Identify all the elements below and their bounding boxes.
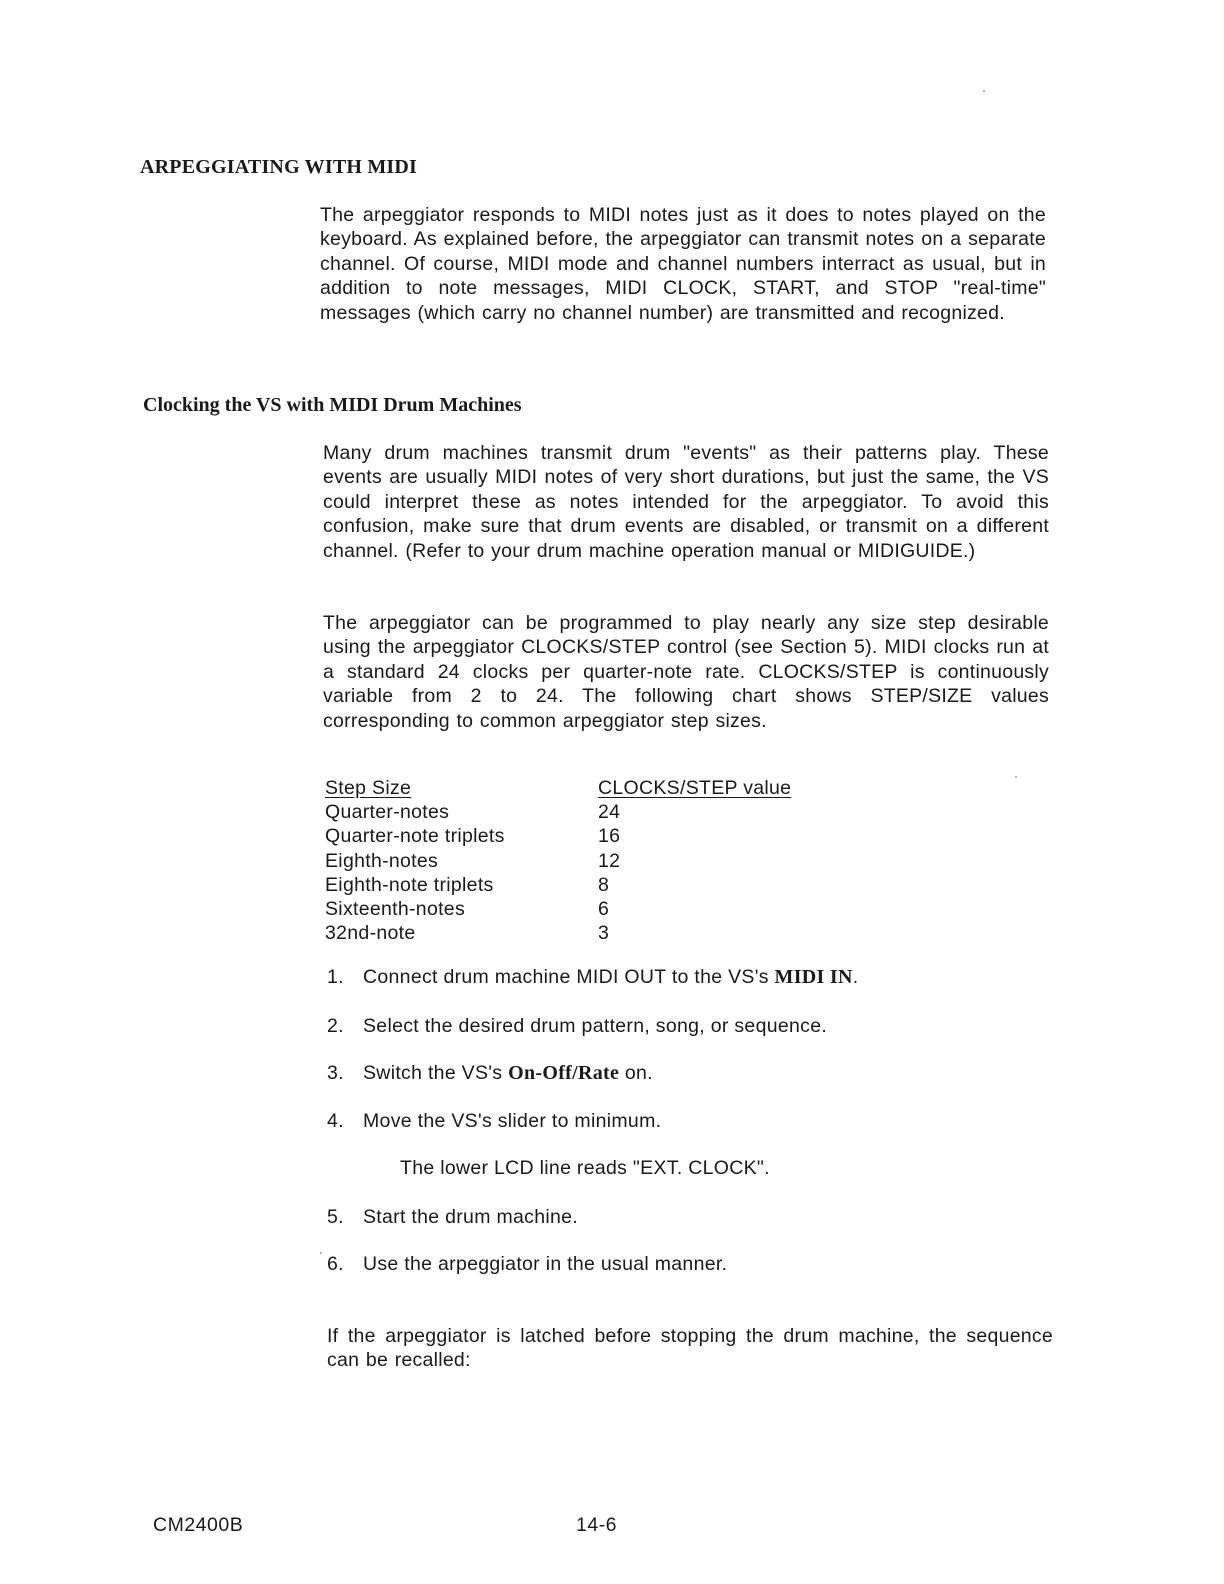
table-cell-value: 6	[598, 898, 610, 921]
step-item	[327, 1205, 578, 1229]
scan-speck	[320, 1252, 322, 1254]
step-text: Move the VS's slider to minimum.	[363, 1110, 662, 1132]
table-row	[325, 897, 838, 921]
table-cell-value: 12	[598, 849, 621, 872]
table-header-step-size: Step Size	[325, 777, 412, 799]
step-item	[327, 1061, 653, 1085]
step-item	[327, 1014, 827, 1038]
subsection-heading: Clocking the VS with MIDI Drum Machines	[143, 394, 522, 416]
table-row	[325, 824, 838, 848]
step-text: Select the desired drum pattern, song, or sequence.	[363, 1015, 828, 1037]
step-text: Connect drum machine MIDI OUT to the VS's	[363, 966, 775, 988]
step-number: 2.	[327, 1015, 344, 1037]
step-number: 3.	[327, 1062, 344, 1084]
step-number: 4.	[327, 1110, 344, 1132]
step-text: Use the arpeggiator in the usual manner.	[363, 1253, 728, 1275]
table-cell-value: 24	[598, 801, 621, 824]
table-header-row	[325, 776, 838, 800]
step-item	[327, 1252, 727, 1276]
table-cell-step-size: Eighth-notes	[325, 849, 439, 872]
clocks-step-paragraph: The arpeggiator can be programmed to play nearly any size step desirable using the arpeggiator CLOCKS/STEP control (see Section 5). MIDI clocks run at a standard 24 clocks per quarter-note rate. CLOCKS/STEP is continuously variable from 2 to 24. The following chart shows STEP/SIZE values corresponding to common arpeggiator step sizes.	[323, 612, 1049, 732]
footer-page-number: 14-6	[576, 1514, 618, 1536]
table-row	[325, 873, 838, 897]
table-header-clocks-step: CLOCKS/STEP value	[598, 777, 792, 799]
step-text: Start the drum machine.	[363, 1206, 578, 1228]
step-item	[327, 965, 858, 989]
step-text-after: on.	[619, 1062, 653, 1084]
step-item	[327, 1109, 661, 1133]
scan-speck	[1015, 776, 1017, 778]
table-cell-value: 3	[598, 922, 610, 945]
section-heading: ARPEGGIATING WITH MIDI	[140, 156, 418, 178]
step-bold-text: On-Off/Rate	[508, 1062, 620, 1084]
step-number: 1.	[327, 966, 344, 988]
step-text-after: .	[852, 966, 859, 988]
intro-paragraph: The arpeggiator responds to MIDI notes just as it does to notes played on the keyboard. As explained before, the arpeggiator can transmit notes on a separate channel. Of course, MIDI mode and channel numbers interract as usual, but in addition to note messages, MIDI CLOCK, START, and STOP "real-time" messages (which carry no channel number) are transmitted and recognized.	[320, 204, 1046, 324]
step-text: Switch the VS's	[363, 1062, 509, 1084]
drum-events-paragraph: Many drum machines transmit drum "events" as their patterns play. These events are usually MIDI notes of very short durations, but just the same, the VS could interpret these as notes intended for the arpeggiator. To avoid this confusion, make sure that drum events are disabled, or transmit on a different channel. (Refer to your drum machine operation manual or MIDIGUIDE.)	[323, 442, 1049, 562]
table-row	[325, 921, 838, 945]
scan-speck	[983, 90, 985, 92]
table-row	[325, 800, 838, 824]
table-cell-step-size: Quarter-note triplets	[325, 825, 505, 848]
step-bold-text: MIDI IN	[774, 966, 853, 988]
footer-doc-code: CM2400B	[153, 1514, 244, 1536]
table-cell-step-size: Sixteenth-notes	[325, 898, 466, 921]
table-cell-step-size: 32nd-note	[325, 922, 416, 945]
table-row	[325, 849, 838, 873]
step-number: 6.	[327, 1253, 344, 1275]
table-cell-value: 8	[598, 873, 610, 896]
table-cell-step-size: Quarter-notes	[325, 801, 450, 824]
step-number: 5.	[327, 1206, 344, 1228]
step-4-note: The lower LCD line reads "EXT. CLOCK".	[400, 1157, 770, 1179]
table-cell-value: 16	[598, 825, 621, 848]
step-size-table	[325, 776, 838, 945]
table-cell-step-size: Eighth-note triplets	[325, 873, 494, 896]
latched-paragraph: If the arpeggiator is latched before stopping the drum machine, the sequence can be recalled:	[327, 1325, 1053, 1372]
